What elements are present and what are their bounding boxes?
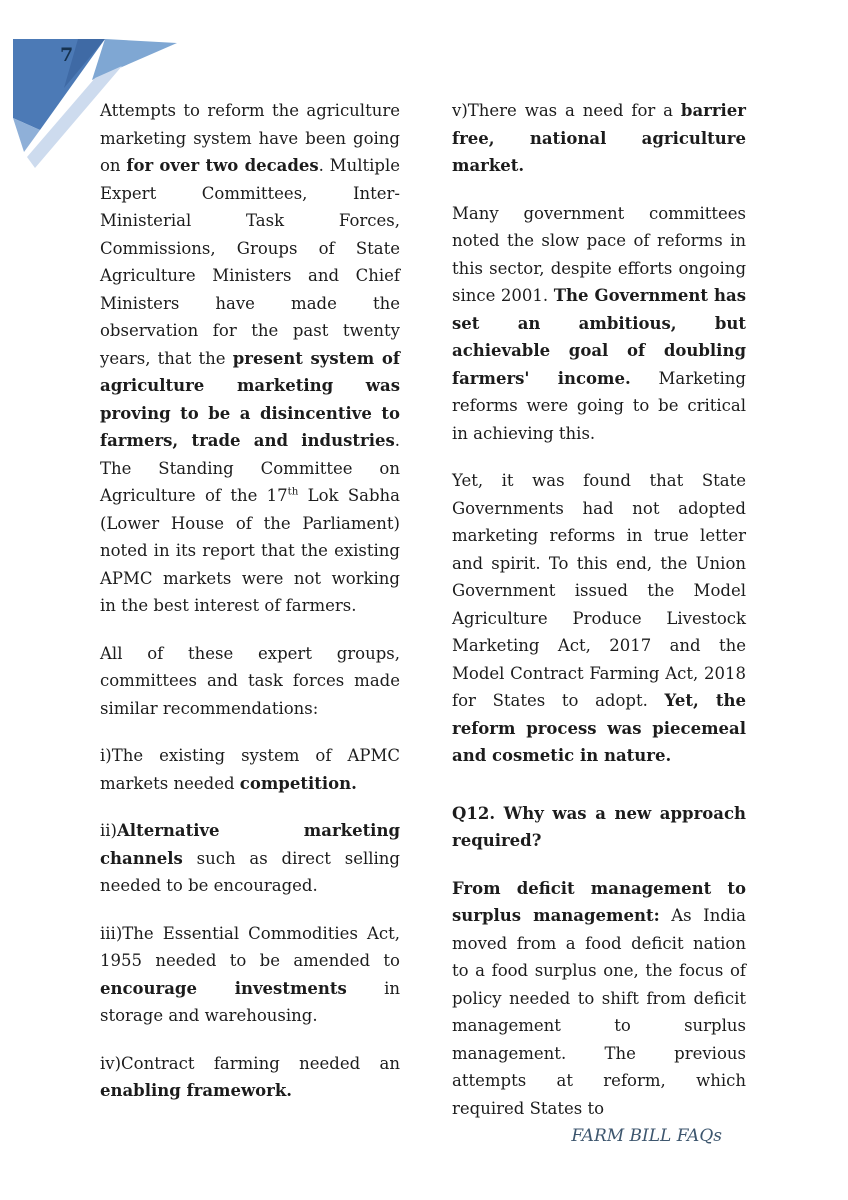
text-run: ii)	[100, 821, 117, 840]
text-run: iv)Contract farming needed an	[100, 1053, 400, 1073]
text-run: Alternative marketing channels	[100, 821, 400, 868]
paragraph	[100, 742, 400, 797]
text-run: . Multiple Expert Committees, Inter-Ministerial Task Forces, Commissions, Groups of State Agriculture Ministers and Chief Ministers have made the observation for the past twenty years, that the	[100, 156, 400, 368]
text-run: As India moved from a food deficit nation to a food surplus one, the focus of policy needed to shift from deficit management to surplus management. The previous attempts at reform, which required States to	[452, 906, 746, 1118]
footer-title: FARM BILL FAQs	[571, 1126, 722, 1146]
text-run: All of these expert groups, committees and task forces made similar recommendations:	[100, 643, 400, 718]
text-run: Lok Sabha (Lower House of the Parliament) noted in its report that the existing APMC markets were not working in the best interest of farmers.	[100, 486, 400, 615]
paragraph	[100, 817, 400, 900]
left-column	[100, 97, 400, 1105]
right-column	[452, 97, 746, 1122]
question-heading	[452, 800, 746, 855]
text-run: Marketing reforms were going to be critical in achieving this.	[452, 368, 746, 443]
text-run: Yet, the reform process was piecemeal and cosmetic in nature.	[452, 691, 746, 765]
text-run: th	[287, 486, 299, 498]
text-run: From deficit management to surplus management:	[452, 878, 746, 925]
text-run: barrier free, national agriculture market.	[452, 101, 746, 175]
text-run: The Government has set an ambitious, but achievable goal of doubling farmers' income.	[452, 286, 747, 388]
text-run: iii)The Essential Commodities Act, 1955 needed to be amended to	[100, 923, 400, 970]
paragraph	[452, 467, 746, 770]
text-run: encourage investments	[100, 978, 347, 998]
page-number: 7	[60, 44, 74, 66]
text-run: Q12. Why was a new approach required?	[452, 803, 746, 850]
text-run: v)There was a need for a	[452, 101, 681, 120]
paragraph	[100, 920, 400, 1030]
text-run: i)The existing system of APMC markets needed	[100, 746, 400, 793]
text-run: Many government committees noted the slow pace of reforms in this sector, despite efforts ongoing since 2001.	[452, 203, 746, 305]
paragraph	[452, 97, 746, 180]
text-run: Yet, it was found that State Governments had not adopted marketing reforms in true letter and spirit. To this end, the Union Government issued the Model Agriculture Produce Livestock Marketing Act, 2017 and the Model Contract Farming Act, 2018 for States to adopt.	[452, 471, 746, 710]
text-run: enabling framework.	[100, 1081, 293, 1100]
paragraph	[100, 1050, 400, 1105]
paragraph	[452, 200, 746, 448]
text-run: present system of agriculture marketing was proving to be a disincentive to farmers, trade and industries	[100, 348, 400, 450]
paragraph	[452, 875, 746, 1123]
paragraph	[100, 97, 400, 620]
paragraph	[100, 640, 400, 723]
text-run: Attempts to reform the agriculture marketing system have been going on	[100, 101, 400, 175]
text-run: competition.	[239, 773, 357, 793]
text-run: in storage and warehousing.	[100, 978, 400, 1025]
text-run: for over two decades	[126, 156, 319, 175]
text-run: . The Standing Committee on Agriculture of the 17	[100, 431, 400, 505]
text-run: such as direct selling needed to be encouraged.	[100, 848, 400, 895]
